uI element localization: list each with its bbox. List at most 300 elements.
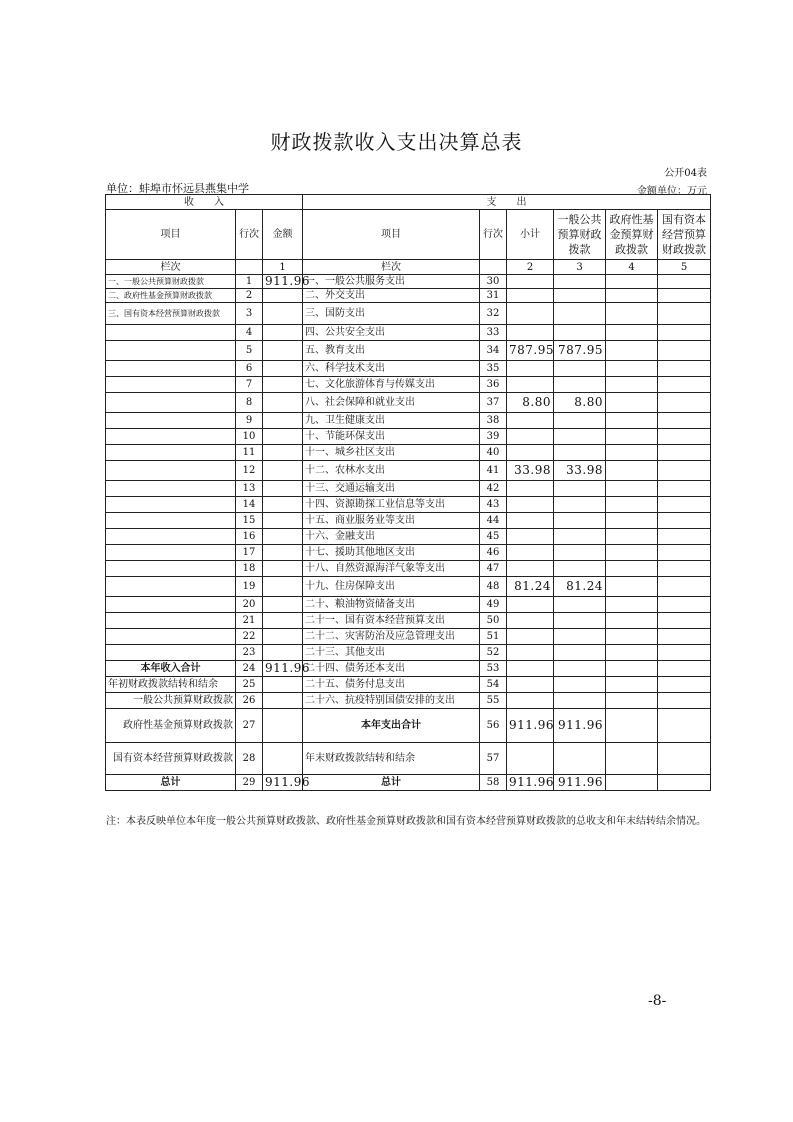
expense-rowno-cell: 55 [480, 693, 507, 709]
expense-rowno-cell: 56 [480, 709, 507, 743]
income-rowno-cell: 5 [236, 341, 263, 361]
income-header: 收 入 [106, 195, 303, 210]
expense-item-cell: 二十五、债务付息支出 [303, 677, 480, 693]
income-rowno-cell: 6 [236, 361, 263, 377]
expense-rowno-cell: 40 [480, 445, 507, 461]
table-row [106, 429, 711, 445]
state-capital-cell [658, 677, 711, 693]
expense-item-cell: 十、节能环保支出 [303, 429, 480, 445]
expense-item-cell: 十二、农林水支出 [303, 461, 480, 481]
general-budget-cell [554, 413, 606, 429]
subtotal-cell [507, 481, 554, 497]
income-amount-cell [263, 361, 303, 377]
expense-rowno-cell: 58 [480, 775, 507, 791]
form-number: 公开04表 [664, 168, 707, 179]
income-item-cell: 三、国有资本经营预算财政拨款 [106, 303, 236, 325]
gov-fund-cell [606, 613, 658, 629]
subtotal-cell: 787.95 [507, 341, 554, 361]
expense-rowno-cell: 37 [480, 393, 507, 413]
table-row [106, 743, 711, 775]
table-row [106, 693, 711, 709]
income-item-cell [106, 545, 236, 561]
gov-fund-cell [606, 561, 658, 577]
gov-fund-cell [606, 303, 658, 325]
state-capital-cell [658, 461, 711, 481]
general-budget-cell [554, 693, 606, 709]
income-amount-cell [263, 743, 303, 775]
general-budget-cell [554, 529, 606, 545]
table-row [106, 629, 711, 645]
state-capital-cell [658, 613, 711, 629]
state-capital-cell [658, 693, 711, 709]
gov-fund-cell [606, 393, 658, 413]
state-capital-cell [658, 775, 711, 791]
income-item-cell [106, 325, 236, 341]
state-capital-cell [658, 413, 711, 429]
expense-item-cell: 四、公共安全支出 [303, 325, 480, 341]
expense-item-header: 项目 [303, 210, 480, 260]
expense-rowno-cell: 52 [480, 645, 507, 661]
table-row [106, 597, 711, 613]
table-row [106, 775, 711, 791]
table-row [106, 341, 711, 361]
gov-fund-header: 政府性基金预算财政拨款 [606, 210, 658, 260]
subtotal-cell [507, 597, 554, 613]
income-item-cell [106, 629, 236, 645]
state-capital-cell [658, 743, 711, 775]
income-item-cell: 年初财政拨款结转和结余 [106, 677, 236, 693]
income-amount-cell [263, 377, 303, 393]
expense-item-cell: 六、科学技术支出 [303, 361, 480, 377]
subtotal-cell: 911.96 [507, 709, 554, 743]
income-amount-cell [263, 289, 303, 303]
income-rowno-cell: 16 [236, 529, 263, 545]
state-capital-cell [658, 377, 711, 393]
state-capital-cell [658, 341, 711, 361]
page-title: 财政拨款收入支出决算总表 [270, 130, 523, 154]
unit-label: 单位：蚌埠市怀远县燕集中学 [106, 182, 249, 195]
subtotal-cell [507, 529, 554, 545]
expense-rowno-cell: 57 [480, 743, 507, 775]
income-amount-cell [263, 629, 303, 645]
general-budget-cell [554, 497, 606, 513]
general-budget-cell [554, 325, 606, 341]
income-amount-cell [263, 341, 303, 361]
general-budget-cell [554, 377, 606, 393]
gov-fund-cell [606, 775, 658, 791]
general-budget-cell [554, 545, 606, 561]
income-rowno-cell: 19 [236, 577, 263, 597]
income-rowno-cell: 3 [236, 303, 263, 325]
income-item-cell [106, 513, 236, 529]
table-row [106, 445, 711, 461]
income-amount-cell [263, 303, 303, 325]
subtotal-cell [507, 303, 554, 325]
subtotal-cell: 911.96 [507, 775, 554, 791]
general-budget-header: 一般公共预算财政拨款 [554, 210, 606, 260]
income-amount-cell: 911.96 [263, 275, 303, 289]
col-label-expense: 栏次 [303, 260, 480, 275]
expense-item-cell: 二十一、国有资本经营预算支出 [303, 613, 480, 629]
table-row [106, 545, 711, 561]
income-item-cell [106, 613, 236, 629]
expense-rowno-cell: 46 [480, 545, 507, 561]
income-rowno-cell: 13 [236, 481, 263, 497]
subtotal-cell [507, 545, 554, 561]
subtotal-header: 小计 [507, 210, 554, 260]
general-budget-cell [554, 513, 606, 529]
income-amount-cell [263, 709, 303, 743]
expense-rowno-cell: 32 [480, 303, 507, 325]
money-unit-label: 金额单位：万元 [637, 186, 707, 197]
expense-rowno-cell: 49 [480, 597, 507, 613]
table-row [106, 513, 711, 529]
subtotal-cell [507, 445, 554, 461]
gov-fund-cell [606, 545, 658, 561]
col-index-2: 2 [507, 260, 554, 275]
gov-fund-cell [606, 413, 658, 429]
expense-rowno-cell: 35 [480, 361, 507, 377]
income-rowno-cell: 22 [236, 629, 263, 645]
general-budget-cell: 911.96 [554, 775, 606, 791]
table-row [106, 303, 711, 325]
gov-fund-cell [606, 645, 658, 661]
state-capital-cell [658, 629, 711, 645]
table-row [106, 613, 711, 629]
income-rowno-cell: 8 [236, 393, 263, 413]
gov-fund-cell [606, 429, 658, 445]
income-item-cell: 一般公共预算财政拨款 [106, 693, 236, 709]
income-amount-cell [263, 561, 303, 577]
table-row [106, 413, 711, 429]
gov-fund-cell [606, 709, 658, 743]
subtotal-cell [507, 613, 554, 629]
income-rowno-cell: 9 [236, 413, 263, 429]
income-item-cell: 政府性基金预算财政拨款 [106, 709, 236, 743]
subtotal-cell: 81.24 [507, 577, 554, 597]
state-capital-cell [658, 597, 711, 613]
general-budget-cell [554, 645, 606, 661]
subtotal-cell [507, 429, 554, 445]
table-row [106, 497, 711, 513]
table-row [106, 461, 711, 481]
gov-fund-cell [606, 677, 658, 693]
subtotal-cell [507, 629, 554, 645]
gov-fund-cell [606, 275, 658, 289]
expense-rowno-header: 行次 [480, 210, 507, 260]
income-item-cell: 总计 [106, 775, 236, 791]
expense-item-cell: 十八、自然资源海洋气象等支出 [303, 561, 480, 577]
subtotal-cell [507, 497, 554, 513]
state-capital-cell [658, 393, 711, 413]
state-capital-cell [658, 429, 711, 445]
income-rowno-cell: 18 [236, 561, 263, 577]
income-amount-cell [263, 577, 303, 597]
gov-fund-cell [606, 497, 658, 513]
state-capital-cell [658, 445, 711, 461]
col-index-3: 3 [554, 260, 606, 275]
expense-rowno-cell: 31 [480, 289, 507, 303]
expense-item-cell: 年末财政拨款结转和结余 [303, 743, 480, 775]
state-capital-cell [658, 303, 711, 325]
gov-fund-cell [606, 529, 658, 545]
expense-rowno-cell: 36 [480, 377, 507, 393]
table-row [106, 393, 711, 413]
state-capital-cell [658, 289, 711, 303]
expense-rowno-cell: 51 [480, 629, 507, 645]
subtotal-cell [507, 561, 554, 577]
income-rowno-cell: 15 [236, 513, 263, 529]
table-row [106, 275, 711, 289]
header-row-section [106, 195, 711, 210]
income-item-cell: 一、一般公共预算财政拨款 [106, 275, 236, 289]
income-amount-cell [263, 461, 303, 481]
budget-table [105, 194, 711, 791]
subtotal-cell [507, 361, 554, 377]
general-budget-cell [554, 445, 606, 461]
expense-item-cell: 八、社会保障和就业支出 [303, 393, 480, 413]
expense-rowno-cell: 38 [480, 413, 507, 429]
gov-fund-cell [606, 377, 658, 393]
income-rowno-cell: 10 [236, 429, 263, 445]
income-rowno-header: 行次 [236, 210, 263, 260]
general-budget-cell [554, 597, 606, 613]
general-budget-cell [554, 677, 606, 693]
general-budget-cell [554, 743, 606, 775]
gov-fund-cell [606, 661, 658, 677]
state-capital-cell [658, 497, 711, 513]
subtotal-cell [507, 677, 554, 693]
income-amount-cell [263, 613, 303, 629]
income-item-cell [106, 461, 236, 481]
gov-fund-cell [606, 341, 658, 361]
table-row [106, 577, 711, 597]
subtotal-cell [507, 645, 554, 661]
expense-rowno-cell: 48 [480, 577, 507, 597]
income-item-cell: 国有资本经营预算财政拨款 [106, 743, 236, 775]
income-item-cell [106, 377, 236, 393]
income-rowno-cell: 4 [236, 325, 263, 341]
general-budget-cell: 81.24 [554, 577, 606, 597]
expense-item-cell: 十七、援助其他地区支出 [303, 545, 480, 561]
state-capital-cell [658, 709, 711, 743]
gov-fund-cell [606, 361, 658, 377]
expense-item-cell: 二十六、抗疫特别国债安排的支出 [303, 693, 480, 709]
general-budget-cell [554, 303, 606, 325]
gov-fund-cell [606, 445, 658, 461]
subtotal-cell [507, 325, 554, 341]
income-rowno-cell: 25 [236, 677, 263, 693]
income-item-cell [106, 561, 236, 577]
expense-rowno-cell: 53 [480, 661, 507, 677]
table-row [106, 361, 711, 377]
income-item-cell [106, 361, 236, 377]
expense-rowno-cell: 30 [480, 275, 507, 289]
expense-item-cell: 三、国防支出 [303, 303, 480, 325]
income-item-cell [106, 445, 236, 461]
income-item-cell [106, 481, 236, 497]
income-item-cell [106, 429, 236, 445]
income-rowno-cell: 27 [236, 709, 263, 743]
expense-item-cell: 十四、资源勘探工业信息等支出 [303, 497, 480, 513]
table-row [106, 529, 711, 545]
income-amount-cell: 911.96 [263, 661, 303, 677]
state-capital-cell [658, 645, 711, 661]
expense-item-cell: 五、教育支出 [303, 341, 480, 361]
gov-fund-cell [606, 325, 658, 341]
income-amount-cell [263, 413, 303, 429]
gov-fund-cell [606, 693, 658, 709]
gov-fund-cell [606, 481, 658, 497]
footnote: 注：本表反映单位本年度一般公共预算财政拨款、政府性基金预算财政拨款和国有资本经营预算财政拨款的总收支和年末结转结余情况。 [106, 816, 706, 827]
income-amount-cell [263, 445, 303, 461]
income-amount-cell [263, 497, 303, 513]
income-rowno-cell: 7 [236, 377, 263, 393]
col-index-1: 1 [263, 260, 303, 275]
income-item-cell [106, 393, 236, 413]
gov-fund-cell [606, 289, 658, 303]
expense-rowno-cell: 50 [480, 613, 507, 629]
table-row [106, 377, 711, 393]
col-index-blank [236, 260, 263, 275]
general-budget-cell [554, 289, 606, 303]
expense-rowno-cell: 41 [480, 461, 507, 481]
expense-rowno-cell: 43 [480, 497, 507, 513]
subtotal-cell [507, 743, 554, 775]
income-amount-cell [263, 597, 303, 613]
general-budget-cell [554, 481, 606, 497]
expense-item-cell: 二十、粮油物资储备支出 [303, 597, 480, 613]
table-row [106, 481, 711, 497]
gov-fund-cell [606, 597, 658, 613]
expense-item-cell: 十九、住房保障支出 [303, 577, 480, 597]
table-row [106, 289, 711, 303]
income-amount-cell: 911.96 [263, 775, 303, 791]
expense-item-cell: 总计 [303, 775, 480, 791]
income-rowno-cell: 14 [236, 497, 263, 513]
general-budget-cell: 8.80 [554, 393, 606, 413]
gov-fund-cell [606, 577, 658, 597]
expense-item-cell: 本年支出合计 [303, 709, 480, 743]
header-row-columns [106, 210, 711, 260]
income-item-header: 项目 [106, 210, 236, 260]
income-item-cell [106, 497, 236, 513]
income-rowno-cell: 11 [236, 445, 263, 461]
expense-item-cell: 九、卫生健康支出 [303, 413, 480, 429]
income-rowno-cell: 12 [236, 461, 263, 481]
state-capital-cell [658, 513, 711, 529]
expense-rowno-cell: 44 [480, 513, 507, 529]
general-budget-cell: 787.95 [554, 341, 606, 361]
table-row [106, 661, 711, 677]
state-capital-cell [658, 545, 711, 561]
table-row [106, 709, 711, 743]
table-row [106, 677, 711, 693]
state-capital-cell [658, 577, 711, 597]
col-label-income: 栏次 [106, 260, 236, 275]
general-budget-cell [554, 629, 606, 645]
income-amount-cell [263, 645, 303, 661]
income-item-cell [106, 577, 236, 597]
income-amount-cell [263, 677, 303, 693]
expense-rowno-cell: 42 [480, 481, 507, 497]
expense-rowno-cell: 45 [480, 529, 507, 545]
col-index-5: 5 [658, 260, 711, 275]
table-row [106, 561, 711, 577]
gov-fund-cell [606, 629, 658, 645]
gov-fund-cell [606, 743, 658, 775]
expense-item-cell: 二十三、其他支出 [303, 645, 480, 661]
page-number: -8- [648, 993, 667, 1009]
income-item-cell [106, 413, 236, 429]
income-amount-cell [263, 545, 303, 561]
column-index-row [106, 260, 711, 275]
table-row [106, 645, 711, 661]
expense-header: 支 出 [303, 195, 711, 210]
state-capital-cell [658, 529, 711, 545]
state-capital-cell [658, 361, 711, 377]
general-budget-cell [554, 661, 606, 677]
expense-item-cell: 一、一般公共服务支出 [303, 275, 480, 289]
table-row [106, 325, 711, 341]
income-amount-cell [263, 429, 303, 445]
col-index-blank [480, 260, 507, 275]
expense-rowno-cell: 34 [480, 341, 507, 361]
income-item-cell [106, 597, 236, 613]
income-item-cell: 本年收入合计 [106, 661, 236, 677]
income-rowno-cell: 21 [236, 613, 263, 629]
income-amount-cell [263, 481, 303, 497]
expense-item-cell: 二十四、债务还本支出 [303, 661, 480, 677]
income-amount-cell [263, 693, 303, 709]
general-budget-cell [554, 613, 606, 629]
subtotal-cell [507, 413, 554, 429]
state-capital-cell [658, 481, 711, 497]
expense-rowno-cell: 39 [480, 429, 507, 445]
income-item-cell [106, 529, 236, 545]
subtotal-cell [507, 693, 554, 709]
income-amount-cell [263, 513, 303, 529]
income-rowno-cell: 23 [236, 645, 263, 661]
general-budget-cell [554, 561, 606, 577]
subtotal-cell [507, 661, 554, 677]
state-capital-cell [658, 661, 711, 677]
expense-rowno-cell: 33 [480, 325, 507, 341]
income-rowno-cell: 17 [236, 545, 263, 561]
general-budget-cell [554, 361, 606, 377]
general-budget-cell: 911.96 [554, 709, 606, 743]
expense-item-cell: 十五、商业服务业等支出 [303, 513, 480, 529]
state-capital-cell [658, 275, 711, 289]
general-budget-cell [554, 275, 606, 289]
expense-item-cell: 七、文化旅游体育与传媒支出 [303, 377, 480, 393]
income-amount-cell [263, 529, 303, 545]
income-item-cell: 二、政府性基金预算财政拨款 [106, 289, 236, 303]
income-rowno-cell: 20 [236, 597, 263, 613]
expense-item-cell: 十六、金融支出 [303, 529, 480, 545]
expense-item-cell: 二、外交支出 [303, 289, 480, 303]
income-amount-header: 金额 [263, 210, 303, 260]
income-rowno-cell: 2 [236, 289, 263, 303]
gov-fund-cell [606, 461, 658, 481]
subtotal-cell: 33.98 [507, 461, 554, 481]
state-capital-cell [658, 561, 711, 577]
income-item-cell [106, 341, 236, 361]
expense-rowno-cell: 47 [480, 561, 507, 577]
income-item-cell [106, 645, 236, 661]
subtotal-cell: 8.80 [507, 393, 554, 413]
subtotal-cell [507, 275, 554, 289]
